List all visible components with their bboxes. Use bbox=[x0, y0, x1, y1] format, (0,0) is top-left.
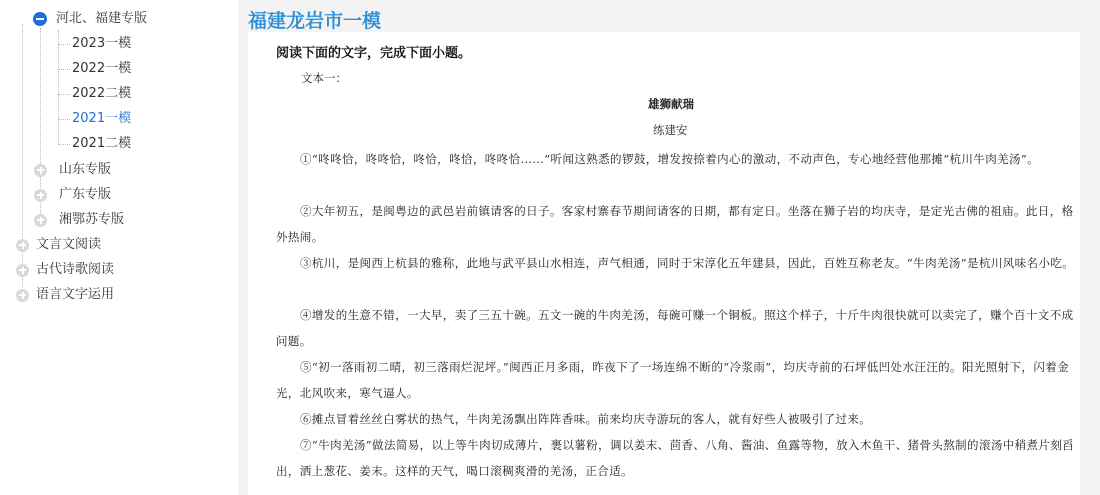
tree-group-hebei-fujian[interactable] bbox=[33, 8, 147, 30]
story-paragraph: ⑥摊点冒着丝丝白雾状的热气，牛肉羌汤飘出阵阵香味。前来均庆寺游玩的客人，就有好些人被吸引了过来。 bbox=[300, 412, 872, 426]
tree-branch bbox=[58, 119, 70, 120]
tree-leaf-2021-1[interactable] bbox=[72, 108, 131, 130]
tree-leaf-label: 2022二模 bbox=[72, 86, 132, 101]
story-paragraph: ④增发的生意不错，一大早，卖了三五十碗。五文一碗的牛肉羌汤，每碗可赚一个铜板。照这个样子，十斤牛肉很快就可以卖完了，赚个百十文不成问题。 bbox=[276, 308, 1074, 348]
tree-group-label: 山东专版 bbox=[59, 162, 112, 177]
tree-group-xiang-e-su[interactable] bbox=[34, 209, 124, 231]
story-paragraph: ⑤“初一落雨初二晴，初三落雨烂泥坪。”闽西正月多雨，昨夜下了一场连绵不断的“冷浆雨”，均庆寺前的石坪低凹处水汪汪的。阳光照射下，闪着金光，北风吹来，寒气逼人。 bbox=[276, 360, 1070, 400]
tree-branch bbox=[58, 69, 70, 70]
tree-item-ancient-poetry[interactable] bbox=[16, 259, 114, 281]
expand-icon[interactable] bbox=[16, 289, 29, 302]
tree-item-classical-chinese[interactable] bbox=[16, 234, 101, 256]
tree-leaf-label: 2022一模 bbox=[72, 61, 132, 76]
tree-leaf-label: 2023一模 bbox=[72, 36, 132, 51]
tree-item-label: 文言文阅读 bbox=[36, 237, 102, 252]
sidebar-tree bbox=[0, 0, 238, 495]
story-paragraph: ⑦“牛肉羌汤”做法简易，以上等牛肉切成薄片，裹以薯粉，调以姜末、茴香、八角、酱油、鱼露等物，放入木鱼干、猪骨头熬制的滚汤中稍煮片刻舀出，洒上葱花、姜末。这样的天气，喝口滚稠爽滑的羌汤，正合适。 bbox=[276, 438, 1075, 478]
story-paragraph: ②大年初五，是闽粤边的武邑岩前镇请客的日子。客家村寨春节期间请客的日期，都有定日。坐落在狮子岩的均庆寺，是定光古佛的祖庙。此日，格外热闹。 bbox=[276, 204, 1074, 244]
text-section-label: 文本一： bbox=[301, 71, 347, 85]
expand-icon[interactable] bbox=[16, 239, 29, 252]
story-paragraph: ①“咚咚恰，咚咚恰，咚恰，咚恰，咚咚恰……”听闻这熟悉的锣鼓，增发按捺着内心的激动，不动声色，专心地经营他那摊“杭川牛肉羌汤”。 bbox=[300, 152, 1040, 166]
tree-group-label: 湘鄂苏专版 bbox=[59, 212, 125, 227]
tree-leaf-2023-1[interactable] bbox=[72, 33, 131, 55]
tree-group-guangdong[interactable] bbox=[34, 184, 111, 206]
story-paragraph: ③杭川，是闽西上杭县的雅称，此地与武平县山水相连，声气相通，同时于宋淳化五年建县，因此，百姓互称老友。“牛肉羌汤”是杭川风味名小吃。 bbox=[300, 256, 1075, 270]
tree-branch bbox=[58, 94, 70, 95]
expand-icon[interactable] bbox=[34, 164, 47, 177]
tree-branch bbox=[58, 144, 70, 145]
tree-group-shandong[interactable] bbox=[34, 159, 111, 181]
tree-leaf-2021-2[interactable] bbox=[72, 133, 131, 155]
tree-group-label: 广东专版 bbox=[59, 187, 112, 202]
page-title: 福建龙岩市一模 bbox=[248, 10, 382, 32]
tree-leaf-label-active: 2021一模 bbox=[72, 111, 132, 126]
tree-leaf-2022-2[interactable] bbox=[72, 83, 131, 105]
question-instruction: 阅读下面的文字，完成下面小题。 bbox=[276, 46, 472, 61]
expand-icon[interactable] bbox=[34, 214, 47, 227]
expand-icon[interactable] bbox=[16, 264, 29, 277]
story-author: 练建安 bbox=[653, 123, 688, 137]
story-title: 雄狮献瑞 bbox=[648, 97, 694, 111]
tree-item-label: 古代诗歌阅读 bbox=[36, 262, 115, 277]
tree-branch bbox=[58, 44, 70, 45]
tree-group-label: 河北、福建专版 bbox=[56, 11, 148, 26]
tree-item-language-usage[interactable] bbox=[16, 284, 114, 306]
scroll-gutter[interactable] bbox=[1088, 0, 1100, 495]
tree-guide-line bbox=[58, 30, 59, 144]
tree-leaf-label: 2021二模 bbox=[72, 136, 132, 151]
tree-item-label: 语言文字运用 bbox=[36, 287, 115, 302]
collapse-icon[interactable] bbox=[33, 12, 47, 26]
tree-leaf-2022-1[interactable] bbox=[72, 58, 131, 80]
expand-icon[interactable] bbox=[34, 189, 47, 202]
